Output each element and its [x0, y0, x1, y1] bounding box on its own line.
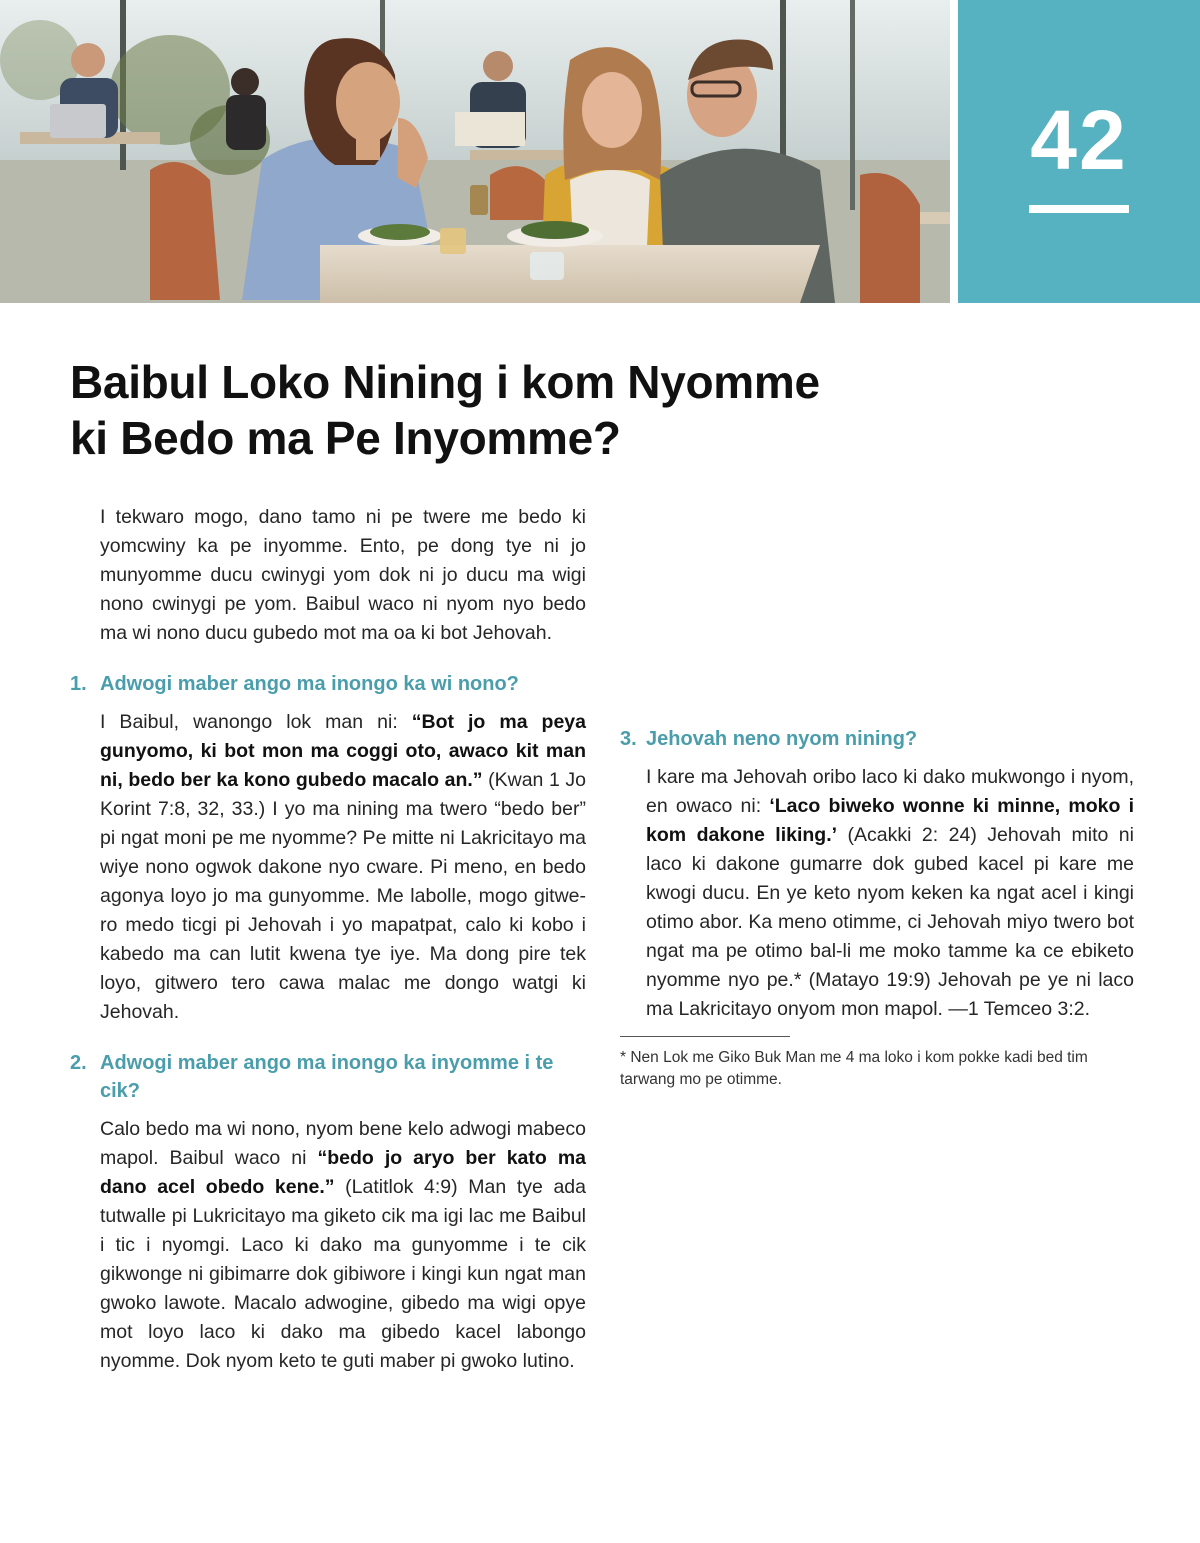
intro-paragraph: I tekwaro mogo, dano tamo ni pe twere me bedo ki yomcwiny ka pe inyomme. Ento, pe dong tye ni jo munyomme ducu cwinygi yom dok ni jo ducu ma wigi nono cwinygi pe yom. Baibul waco ni nyom nyo bedo ma wi nono ducu gubedo mot ma oa ki bot Jehovah.	[100, 506, 586, 644]
section-2-text-a: Calo bedo ma wi nono, nyom bene kelo adwogi mabeco mapol. Baibul waco ni	[100, 1118, 586, 1169]
section-2-text-b: (Latitlok 4:9) Man tye ada tutwalle pi Lukricitayo ma giketo cik ma igi lac me Baibul i tic i nyomgi. Laco ki dako ma gunyomme i te cik gikwonge ni gibimarre dok gibiwore i kingi kun ngat man gwoko lawote. Macalo adwogine, gibedo ma wigi opye mot loyo laco ki dako ma gibedo kacel labongo nyomme. Dok nyom keto te guti maber pi gwoko lutino.	[100, 1176, 587, 1372]
section-3-heading	[620, 725, 1134, 753]
section-3-quote: ‘Laco biweko wonne ki minne, moko i kom dakone liking.’	[646, 795, 1135, 846]
section-3-paragraph	[646, 763, 1134, 1024]
section-3-text-b: (Acakki 2: 24) Jehovah mito ni laco ki dakone gumarre dok gubed kacel pi kare me kwogi ducu. En ye keto nyom keken ka ngat acel i kingi otimo abor. Ka meno otimme, ci Jehovah miyo twero bot ngat ma pe otimo bal-li me moko tamme ka ce ebiketo nyomme nyo pe.* (Matayo 19:9) Jehovah pe ye ni laco ma Lakricitayo onyom mon mapol. —1 Temceo 3:2.	[646, 824, 1134, 1020]
section-2-paragraph	[100, 1115, 586, 1376]
lesson-number: 42	[1030, 93, 1128, 187]
hero-photo	[0, 0, 950, 303]
section-1-heading-text: Adwogi maber ango ma inongo ka wi nono?	[100, 673, 519, 695]
section-1-heading	[70, 670, 586, 698]
section-1-number: 1.	[70, 673, 87, 695]
footnote: * Nen Lok me Giko Buk Man me 4 ma loko i kom pokke kadi bed tim tarwang mo pe otimme.	[620, 1049, 1088, 1088]
left-column	[70, 503, 586, 1376]
cafe-scene-illustration	[0, 0, 950, 303]
page-title	[70, 354, 970, 466]
section-3-number: 3.	[620, 728, 637, 750]
lesson-number-panel	[958, 0, 1200, 303]
page-title-line-1: Baibul Loko Nining i kom Nyomme	[70, 356, 820, 408]
section-1-paragraph	[100, 708, 586, 1027]
section-2-heading-text: Adwogi maber ango ma inongo ka inyomme i te cik?	[100, 1052, 554, 1102]
section-2-heading	[70, 1049, 586, 1105]
right-column	[620, 503, 1134, 1091]
section-2-quote: “bedo jo aryo ber kato ma dano acel obedo kene.”	[100, 1147, 587, 1198]
section-1-text-a: I Baibul, wanongo lok man ni:	[100, 711, 412, 733]
section-2-number: 2.	[70, 1052, 87, 1074]
section-1-quote: “Bot jo ma peya gunyomo, ki bot mon ma coggi oto, awaco kit man ni, bedo ber ka kono gubedo macalo an.”	[100, 711, 586, 791]
footnote-divider	[620, 1036, 790, 1037]
section-3-heading-text: Jehovah neno nyom nining?	[646, 728, 918, 750]
lesson-number-underline	[1029, 205, 1129, 213]
section-1-text-b: (Kwan 1 Jo Korint 7:8, 32, 33.) I yo ma nining ma twero “bedo ber” pi ngat moni pe me nyomme? Pe mitte ni Lakricitayo ma wiye nono ogwok dakone nyo cware. Pi meno, en bedo agonya loyo jo ma gunyomme. Me labolle, mogo gitwero medo ticgi pi Jehovah i yo mapatpat, calo ki kobo i kabedo ma can lutit kwena tye iye. Ma dong pire tek loyo, gitwero tero cawa malac me dongo watgi ki Jehovah.	[100, 769, 586, 1023]
page-title-line-2: ki Bedo ma Pe Inyomme?	[70, 412, 621, 464]
section-3-text-a: I kare ma Jehovah oribo laco ki dako mukwongo i nyom, en owaco ni:	[646, 766, 1134, 817]
